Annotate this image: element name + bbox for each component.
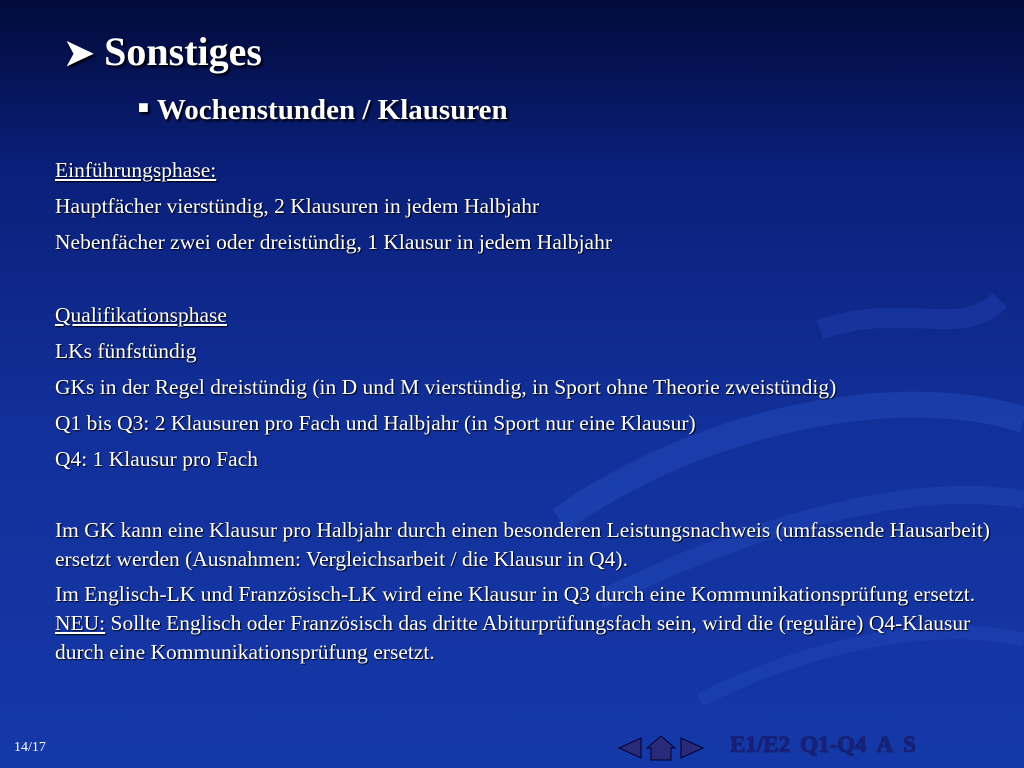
- einfuehrung-heading: Einführungsphase:: [55, 158, 217, 182]
- quali-line: GKs in der Regel dreistündig (in D und M vierstündig, in Sport ohne Theorie zweistündig): [55, 375, 837, 399]
- neu-label: NEU:: [55, 611, 106, 635]
- paragraph-neu: [55, 609, 1005, 667]
- neu-text: Sollte Englisch oder Französisch das dritte Abiturprüfungsfach sein, wird die (reguläre) Q4-Klausur durch eine Kommunikationsprüfung ersetzt.: [55, 611, 971, 664]
- page-number: 14/17: [14, 740, 46, 755]
- triangle-left-icon: [617, 736, 643, 760]
- slide-subtitle: [138, 88, 508, 129]
- spacer: [55, 264, 1005, 301]
- next-slide-button[interactable]: [678, 732, 706, 764]
- slide-navigation: [616, 732, 706, 764]
- home-button[interactable]: [644, 732, 678, 764]
- einfuehrung-line: Hauptfächer vierstündig, 2 Klausuren in jedem Halbjahr: [55, 194, 540, 218]
- einfuehrung-line: Nebenfächer zwei oder dreistündig, 1 Klausur in jedem Halbjahr: [55, 230, 613, 254]
- quali-heading: Qualifikationsphase: [55, 303, 227, 327]
- link-e1-e2[interactable]: E1/E2: [730, 732, 791, 757]
- spacer: [55, 481, 1005, 516]
- triangle-right-icon: [679, 736, 705, 760]
- slide-body: [55, 156, 1005, 673]
- slide-title-text: Sonstiges: [104, 29, 262, 74]
- quali-line: Q4: 1 Klausur pro Fach: [55, 447, 259, 471]
- link-a[interactable]: A: [876, 732, 894, 757]
- section-links: [730, 732, 916, 758]
- home-icon: [646, 735, 676, 761]
- paragraph-lk: Im Englisch-LK und Französisch-LK wird eine Klausur in Q3 durch eine Kommunikationsprüfung ersetzt.: [55, 582, 976, 606]
- link-s[interactable]: S: [903, 732, 916, 757]
- paragraph-gk: Im GK kann eine Klausur pro Halbjahr durch einen besonderen Leistungsnachweis (umfassende Hausarbeit) ersetzt werden (Ausnahmen: Vergleichsarbeit / die Klausur in Q4).: [55, 518, 990, 571]
- quali-line: LKs fünfstündig: [55, 339, 197, 363]
- link-q1-q4[interactable]: Q1-Q4: [800, 732, 867, 757]
- quali-line: Q1 bis Q3: 2 Klausuren pro Fach und Halbjahr (in Sport nur eine Klausur): [55, 411, 696, 435]
- square-bullet-icon: ■: [138, 97, 149, 117]
- slide-subtitle-text: Wochenstunden / Klausuren: [156, 94, 508, 126]
- previous-slide-button[interactable]: [616, 732, 644, 764]
- slide-title: [64, 28, 262, 77]
- arrow-bullet-icon: ➤: [64, 33, 95, 73]
